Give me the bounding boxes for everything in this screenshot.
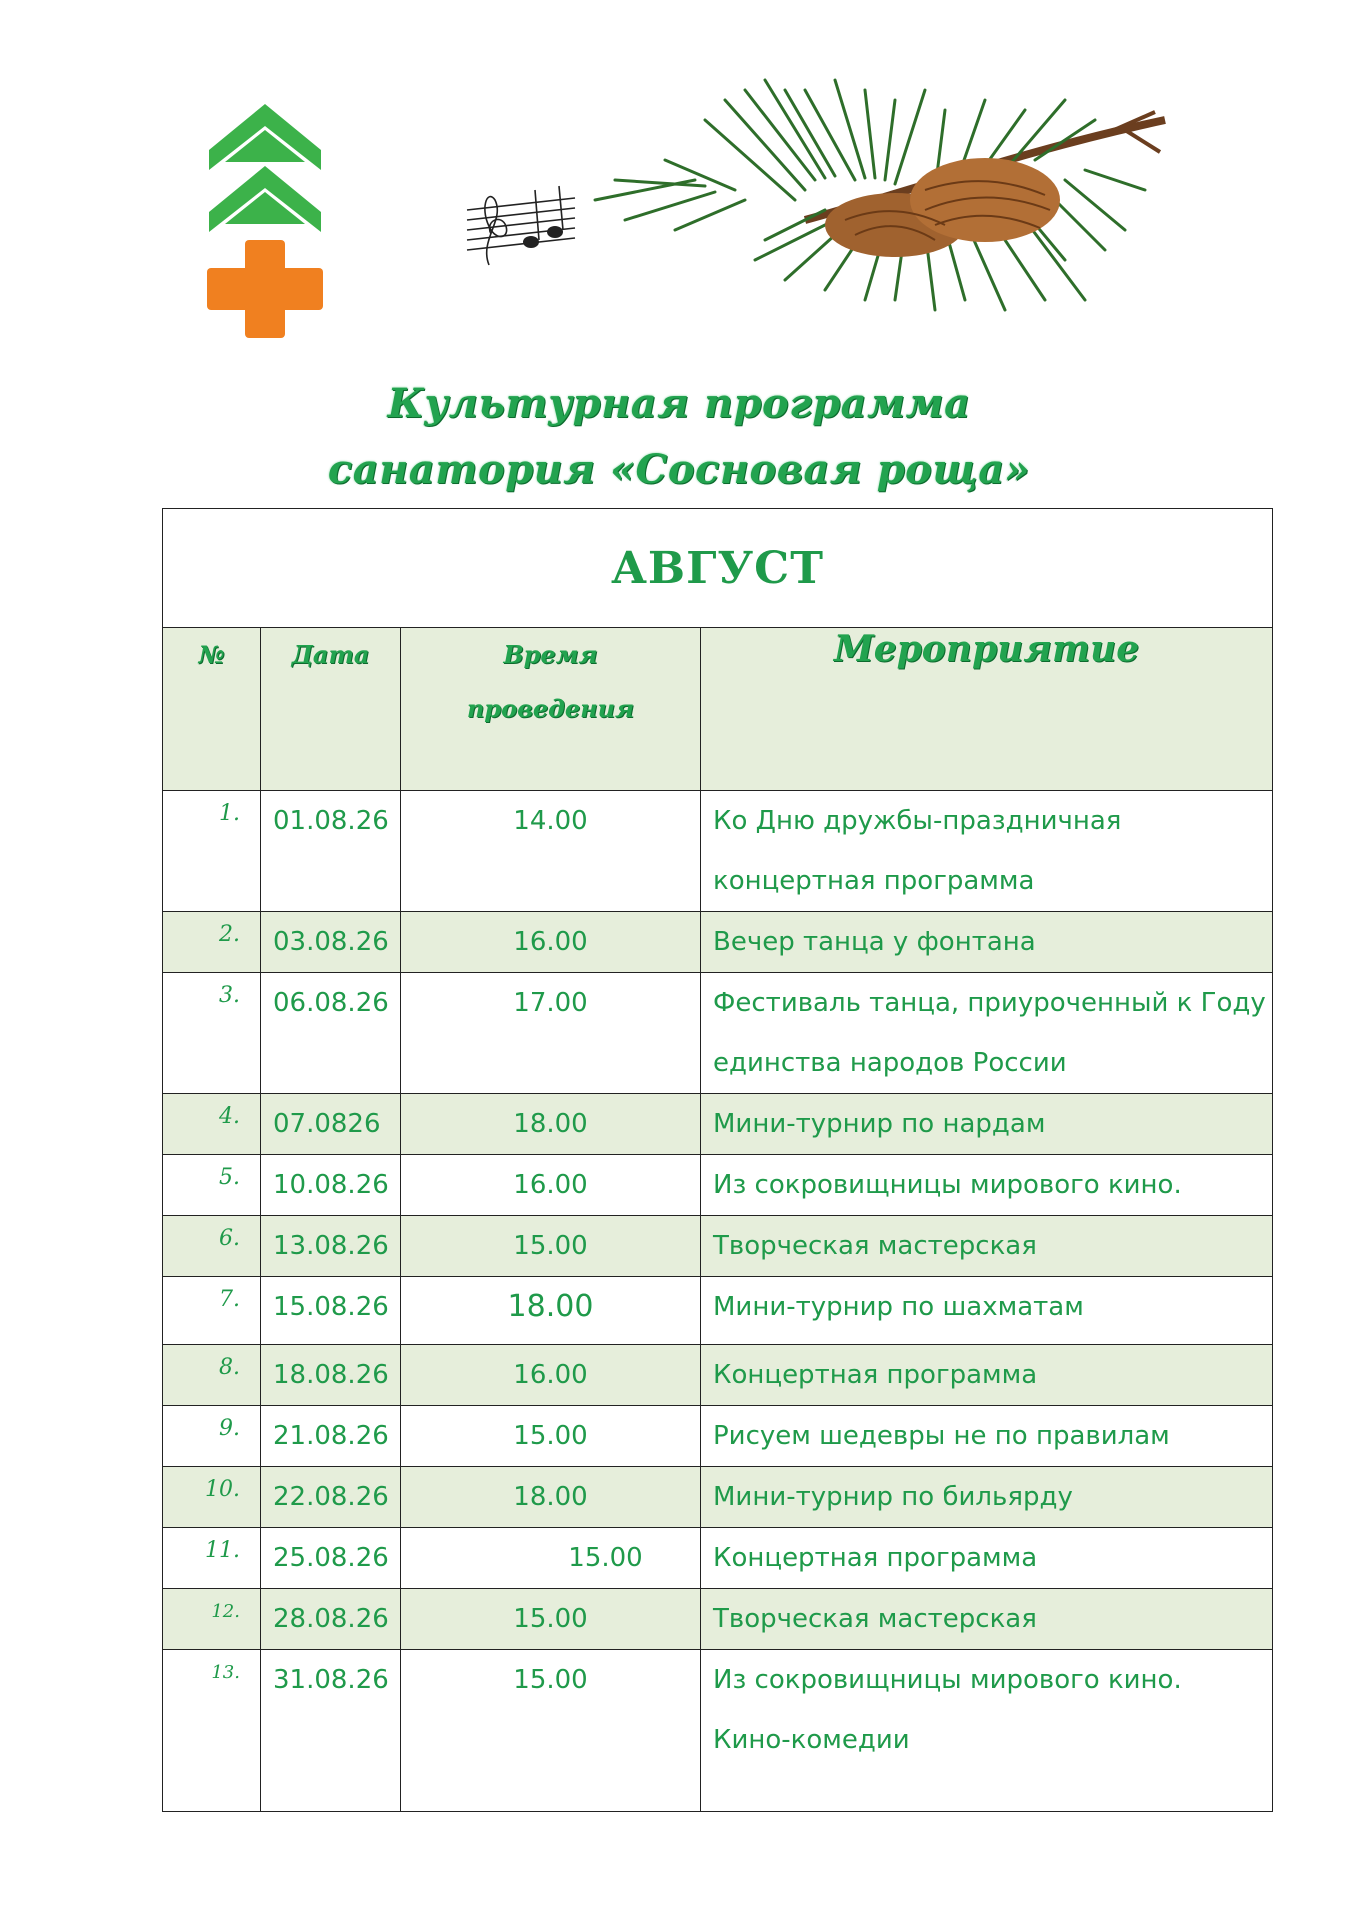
table-row bbox=[163, 1277, 1273, 1345]
column-header-event: Мероприятие bbox=[701, 628, 1273, 791]
schedule-table bbox=[162, 508, 1273, 1812]
row-event-line2: Кино-комедии bbox=[713, 1725, 910, 1755]
row-date: 01.08.26 bbox=[261, 791, 401, 912]
row-num: 4. bbox=[163, 1094, 261, 1155]
table-row bbox=[163, 1528, 1273, 1589]
row-num: 5. bbox=[163, 1155, 261, 1216]
row-num: 11. bbox=[163, 1528, 261, 1589]
row-event-line1: Фестиваль танца, приуроченный к Году bbox=[713, 988, 1266, 1018]
row-time: 16.00 bbox=[401, 1155, 701, 1216]
row-num: 7. bbox=[163, 1277, 261, 1345]
program-title-line1: Культурная программа bbox=[387, 380, 971, 427]
row-date: 07.0826 bbox=[261, 1094, 401, 1155]
table-row bbox=[163, 1216, 1273, 1277]
row-time: 18.00 bbox=[401, 1094, 701, 1155]
program-title-line2: санатория «Сосновая роща» bbox=[327, 446, 1031, 493]
row-date: 31.08.26 bbox=[261, 1650, 401, 1812]
row-event-line2: единства народов России bbox=[713, 1048, 1067, 1078]
row-event-line1: Из сокровищницы мирового кино. bbox=[713, 1665, 1182, 1695]
row-num: 6. bbox=[163, 1216, 261, 1277]
table-row bbox=[163, 1345, 1273, 1406]
row-time: 18.00 bbox=[401, 1277, 701, 1345]
table-row bbox=[163, 912, 1273, 973]
row-time: 15.00 bbox=[401, 1650, 701, 1812]
row-event: Концертная программа bbox=[701, 1345, 1273, 1406]
column-header-date: Дата bbox=[261, 628, 401, 791]
row-event: Концертная программа bbox=[701, 1528, 1273, 1589]
table-row bbox=[163, 1094, 1273, 1155]
row-time: 16.00 bbox=[401, 1345, 701, 1406]
row-event-line1: Ко Дню дружбы-праздничная bbox=[713, 806, 1122, 836]
row-event bbox=[701, 973, 1273, 1094]
row-date: 03.08.26 bbox=[261, 912, 401, 973]
row-num: 8. bbox=[163, 1345, 261, 1406]
column-header-time-line1: Время bbox=[503, 640, 598, 669]
row-time: 14.00 bbox=[401, 791, 701, 912]
month-title: АВГУСТ bbox=[163, 509, 1273, 628]
row-event bbox=[701, 1650, 1273, 1812]
row-event: Рисуем шедевры не по правилам bbox=[701, 1406, 1273, 1467]
row-time: 15.00 bbox=[401, 1216, 701, 1277]
table-row bbox=[163, 1155, 1273, 1216]
table-row bbox=[163, 973, 1273, 1094]
row-date: 18.08.26 bbox=[261, 1345, 401, 1406]
column-header-time bbox=[401, 628, 701, 791]
table-row bbox=[163, 1406, 1273, 1467]
row-time: 15.00 bbox=[401, 1589, 701, 1650]
row-num: 3. bbox=[163, 973, 261, 1094]
row-event-line2: концертная программа bbox=[713, 866, 1035, 896]
row-event bbox=[701, 791, 1273, 912]
row-date: 22.08.26 bbox=[261, 1467, 401, 1528]
row-time: 17.00 bbox=[401, 973, 701, 1094]
row-date: 21.08.26 bbox=[261, 1406, 401, 1467]
row-time: 15.00 bbox=[401, 1406, 701, 1467]
row-event: Мини-турнир по бильярду bbox=[701, 1467, 1273, 1528]
row-date: 25.08.26 bbox=[261, 1528, 401, 1589]
row-num: 10. bbox=[163, 1467, 261, 1528]
row-date: 15.08.26 bbox=[261, 1277, 401, 1345]
row-time: 18.00 bbox=[401, 1467, 701, 1528]
row-event: Мини-турнир по нардам bbox=[701, 1094, 1273, 1155]
row-date: 06.08.26 bbox=[261, 973, 401, 1094]
table-row bbox=[163, 1467, 1273, 1528]
row-num: 9. bbox=[163, 1406, 261, 1467]
table-row bbox=[163, 1589, 1273, 1650]
row-time: 15.00 bbox=[401, 1528, 701, 1589]
column-header-num: № bbox=[163, 628, 261, 791]
row-num: 12. bbox=[163, 1589, 261, 1650]
row-time: 16.00 bbox=[401, 912, 701, 973]
row-num: 13. bbox=[163, 1650, 261, 1812]
row-event: Творческая мастерская bbox=[701, 1216, 1273, 1277]
table-row bbox=[163, 791, 1273, 912]
row-num: 2. bbox=[163, 912, 261, 973]
row-date: 28.08.26 bbox=[261, 1589, 401, 1650]
row-event: Мини-турнир по шахматам bbox=[701, 1277, 1273, 1345]
row-date: 13.08.26 bbox=[261, 1216, 401, 1277]
sanatorium-logo-icon bbox=[205, 100, 325, 340]
row-date: 10.08.26 bbox=[261, 1155, 401, 1216]
column-header-time-line2: проведения bbox=[466, 694, 635, 723]
row-num: 1. bbox=[163, 791, 261, 912]
row-event: Творческая мастерская bbox=[701, 1589, 1273, 1650]
table-header bbox=[163, 628, 1273, 791]
row-event: Вечер танца у фонтана bbox=[701, 912, 1273, 973]
row-event: Из сокровищницы мирового кино. bbox=[701, 1155, 1273, 1216]
pine-branch-music-icon bbox=[465, 60, 1185, 320]
table-row bbox=[163, 1650, 1273, 1812]
